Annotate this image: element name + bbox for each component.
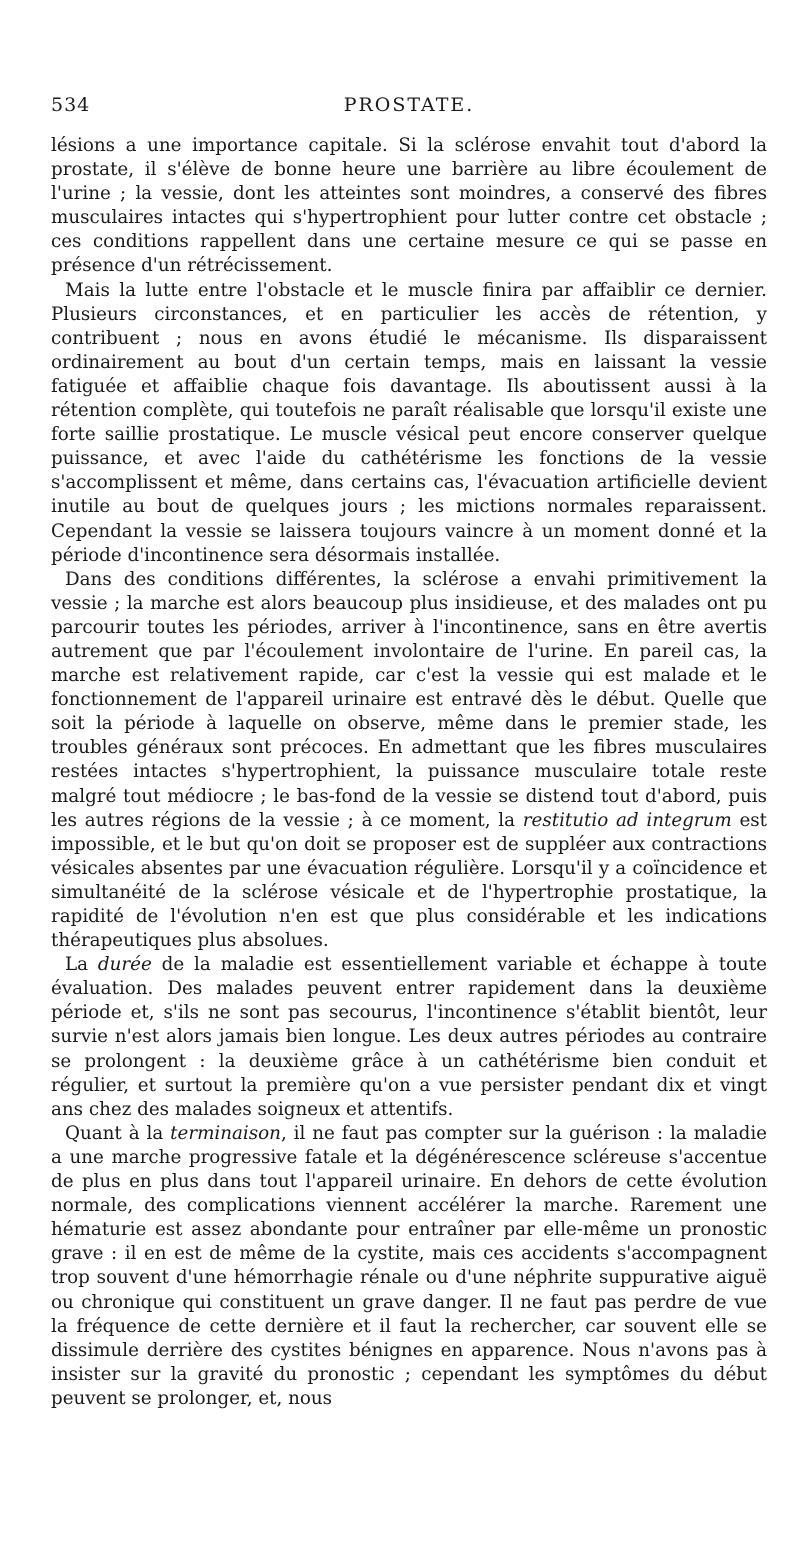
body-text	[51, 134, 767, 1411]
paragraph	[51, 279, 767, 568]
book-page	[51, 0, 767, 1411]
text-run: lésions a une importance capitale. Si la sclérose envahit tout d'abord la prostate, il s'élève de bonne heure une barrière au libre écoulement de l'urine ; la vessie, dont les atteintes sont moindres, a conservé des fibres musculaires intactes qui s'hypertrophient pour lutter contre cet obstacle ; ces conditions rappellent dans une certaine mesure ce qui se passe en présence d'un rétrécissement.	[51, 135, 767, 277]
running-header	[51, 94, 767, 134]
paragraph	[51, 568, 767, 954]
text-run: est impossible, et le but qu'on doit se proposer est de suppléer aux contractions vésicales absentes par une évacuation régulière. Lorsqu'il y a coïncidence et simultanéité de la sclérose vésicale et de l'hypertrophie prostatique, la rapidité de l'évolution n'en est que plus considérable et les indications thérapeutiques plus absolues.	[51, 809, 768, 952]
italic-term: durée	[97, 954, 152, 976]
text-run: La	[65, 954, 98, 976]
text-run: de la maladie est essentiellement variable et échappe à toute évaluation. Des malades peuvent entrer rapidement dans la deuxième période et, s'ils ne sont pas secourus, l'incontinence s'établit bientôt, leur survie n'est alors jamais bien longue. Les deux autres périodes au contraire se prolongent : la deuxième grâce à un cathétérisme bien conduit et régulier, et surtout la première qu'on a vue persister pendant dix et vingt ans chez des malades soigneux et attentifs.	[51, 954, 768, 1120]
text-run: Dans des conditions différentes, la sclérose a envahi primitivement la vessie ; la marche est alors beaucoup plus insidieuse, et des malades ont pu parcourir toutes les périodes, arriver à l'incontinence, sans en être avertis autrement que par l'écoulement involontaire de l'urine. En pareil cas, la marche est relativement rapide, car c'est la vessie qui est malade et le fonctionnement de l'appareil urinaire est entravé dès le début. Quelle que soit la période à laquelle on observe, même dans le premier stade, les troubles généraux sont précoces. En admettant que les fibres musculaires restées intactes s'hypertrophient, la puissance musculaire totale reste malgré tout médiocre ; le bas-fond de la vessie se distend tout d'abord, puis les autres régions de la vessie ; à ce moment, la	[51, 568, 767, 831]
italic-term: terminaison	[170, 1122, 281, 1144]
paragraph	[51, 953, 767, 1122]
page-number: 534	[51, 94, 91, 116]
text-run: Quant à la	[65, 1122, 171, 1144]
text-run: , il ne faut pas compter sur la guérison : la maladie a une marche progressive fatale et la dégénérescence scléreuse s'accentue de plus en plus dans tout l'appareil urinaire. En dehors de cette évolution normale, des complications viennent accélérer la marche. Rarement une hématurie est assez abondante pour entraîner par elle-même un pronostic grave : il en est de même de la cystite, mais ces accidents s'accompagnent trop souvent d'une hémorrhagie rénale ou d'une néphrite suppurative aiguë ou chronique qui constituent un grave danger. Il ne faut pas perdre de vue la fréquence de cette dernière et il faut la rechercher, car souvent elle se dissimule derrière des cystites bénignes en apparence. Nous n'avons pas à insister sur la gravité du pronostic ; cependant les symptômes du début peuvent se prolonger, et, nous	[51, 1122, 767, 1409]
paragraph	[51, 134, 767, 279]
running-title: PROSTATE.	[343, 94, 475, 116]
paragraph	[51, 1122, 767, 1411]
text-run: Mais la lutte entre l'obstacle et le muscle finira par affaiblir ce dernier. Plusieurs circonstances, et en particulier les accès de rétention, y contribuent ; nous en avons étudié le mécanisme. Ils disparaissent ordinairement au bout d'un certain temps, mais en laissant la vessie fatiguée et affaiblie chaque fois davantage. Ils aboutissent aussi à la rétention complète, qui toutefois ne paraît réalisable que lorsqu'il existe une forte saillie prostatique. Le muscle vésical peut encore conserver quelque puissance, et avec l'aide du cathétérisme les fonctions de la vessie s'accomplissent et même, dans certains cas, l'évacuation artificielle devient inutile au bout de quelques jours ; les mictions normales reparaissent. Cependant la vessie se laissera toujours vaincre à un moment donné et la période d'incontinence sera désormais installée.	[51, 279, 767, 566]
italic-term: restitutio ad integrum	[522, 809, 732, 831]
